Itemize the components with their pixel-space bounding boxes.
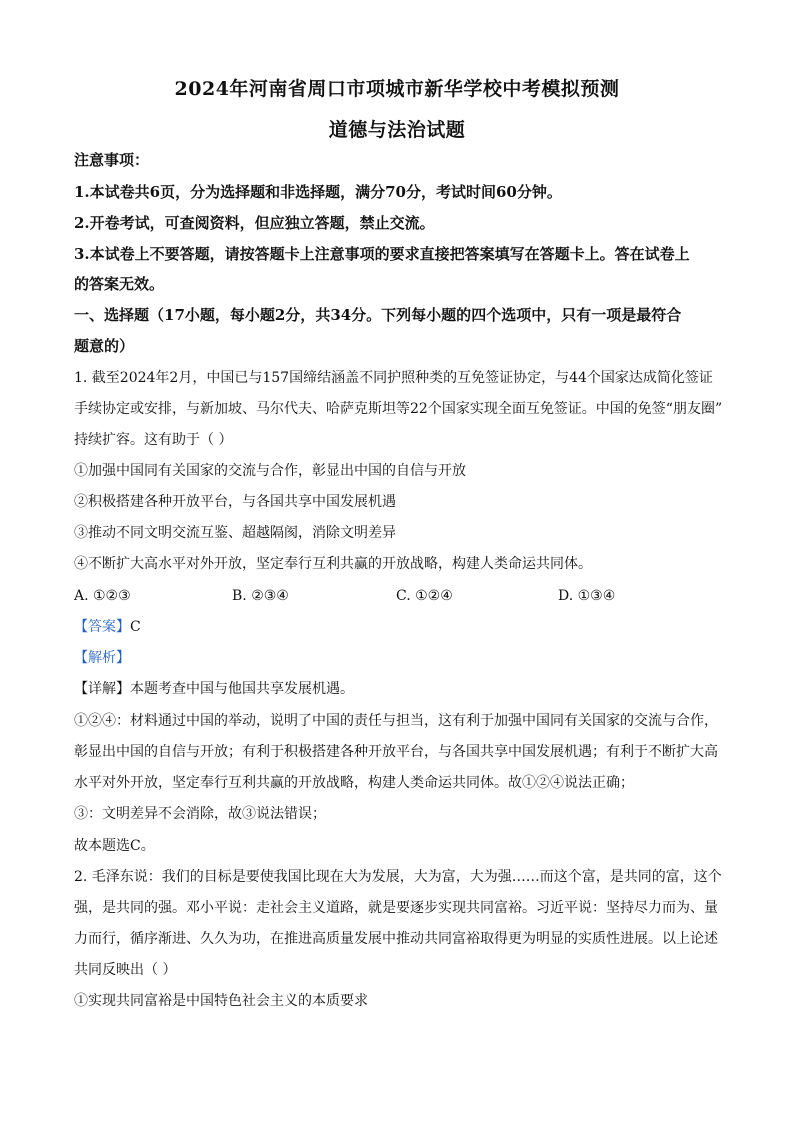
notice-item: 1.本试卷共6页，分为选择题和非选择题，满分70分，考试时间60分钟。	[74, 183, 562, 201]
notice-item: 的答案无效。	[74, 275, 165, 293]
detail-line: ③：文明差异不会消除，故③说法错误；	[74, 806, 326, 822]
document-title: 2024年河南省周口市项城市新华学校中考模拟预测	[174, 78, 620, 100]
question-2-stem: 力而行，循序渐进、久久为功，在推进高质量发展中推动共同富裕取得更为明显的实质性进展。以上论述	[74, 931, 718, 947]
analysis-line	[74, 648, 734, 668]
answer-value: C	[130, 619, 141, 635]
question-1-statement: ②积极搭建各种开放平台，与各国共享中国发展机遇	[74, 494, 396, 510]
question-1-statement: ④不断扩大高水平对外开放，坚定奉行互利共赢的开放战略，构建人类命运共同体。	[74, 556, 592, 572]
option-c: C. ①②④	[396, 588, 453, 604]
detail-line: 水平对外开放，坚定奉行互利共赢的开放战略，构建人类命运共同体。故①②④说法正确；	[74, 775, 634, 791]
question-2-stem: 共同反映出（ ）	[74, 962, 177, 978]
question-2-stem: 强，是共同的强。邓小平说：走社会主义道路，就是要逐步实现共同富裕。习近平说：坚持尽力而为、量	[74, 900, 718, 916]
question-1-statement: ③推动不同文明交流互鉴、超越隔阂，消除文明差异	[74, 525, 396, 541]
analysis-label: 【解析】	[74, 650, 130, 666]
detail-line: 故本题选C。	[74, 838, 155, 854]
notice-item: 2.开卷考试，可查阅资料，但应独立答题，禁止交流。	[74, 214, 435, 232]
question-1-statement: ①加强中国同有关国家的交流与合作，彰显出中国的自信与开放	[74, 463, 466, 479]
question-2-stem: 2. 毛泽东说：我们的目标是要使我国比现在大为发展，大为富，大为强……而这个富，是共同的富，这个	[74, 869, 722, 885]
answer-line	[74, 617, 734, 637]
section-heading: 题意的）	[74, 337, 135, 355]
option-d: D. ①③④	[558, 588, 616, 604]
answer-label: 【答案】	[74, 619, 130, 635]
question-1-stem: 手续协定或安排，与新加坡、马尔代夫、哈萨克斯坦等22个国家实现全面互免签证。中国的免签“朋友圈”	[74, 401, 723, 417]
question-2-statement: ①实现共同富裕是中国特色社会主义的本质要求	[74, 993, 368, 1009]
question-1-stem: 1. 截至2024年2月，中国已与157国缔结涵盖不同护照种类的互免签证协定，与44个国家达成简化签证	[74, 370, 713, 386]
detail-line: 【详解】本题考查中国与他国共享发展机遇。	[74, 681, 354, 697]
document-subtitle: 道德与法治试题	[328, 119, 466, 141]
detail-line: ①②④：材料通过中国的举动，说明了中国的责任与担当，这有利于加强中国同有关国家的交流与合作，	[74, 713, 718, 729]
notice-heading: 注意事项：	[74, 151, 150, 169]
option-a: A. ①②③	[74, 588, 131, 604]
section-heading: 一、选择题（17小题，每小题2分，共34分。下列每小题的四个选项中，只有一项是最符合	[74, 306, 682, 324]
notice-item: 3.本试卷上不要答题，请按答题卡上注意事项的要求直接把答案填写在答题卡上。答在试卷上	[74, 245, 690, 263]
option-b: B. ②③④	[232, 588, 289, 604]
question-1-stem: 持续扩容。这有助于（ ）	[74, 432, 233, 448]
detail-line: 彰显出中国的自信与开放；有利于积极搭建各种开放平台，与各国共享中国发展机遇；有利于不断扩大高	[74, 744, 718, 760]
